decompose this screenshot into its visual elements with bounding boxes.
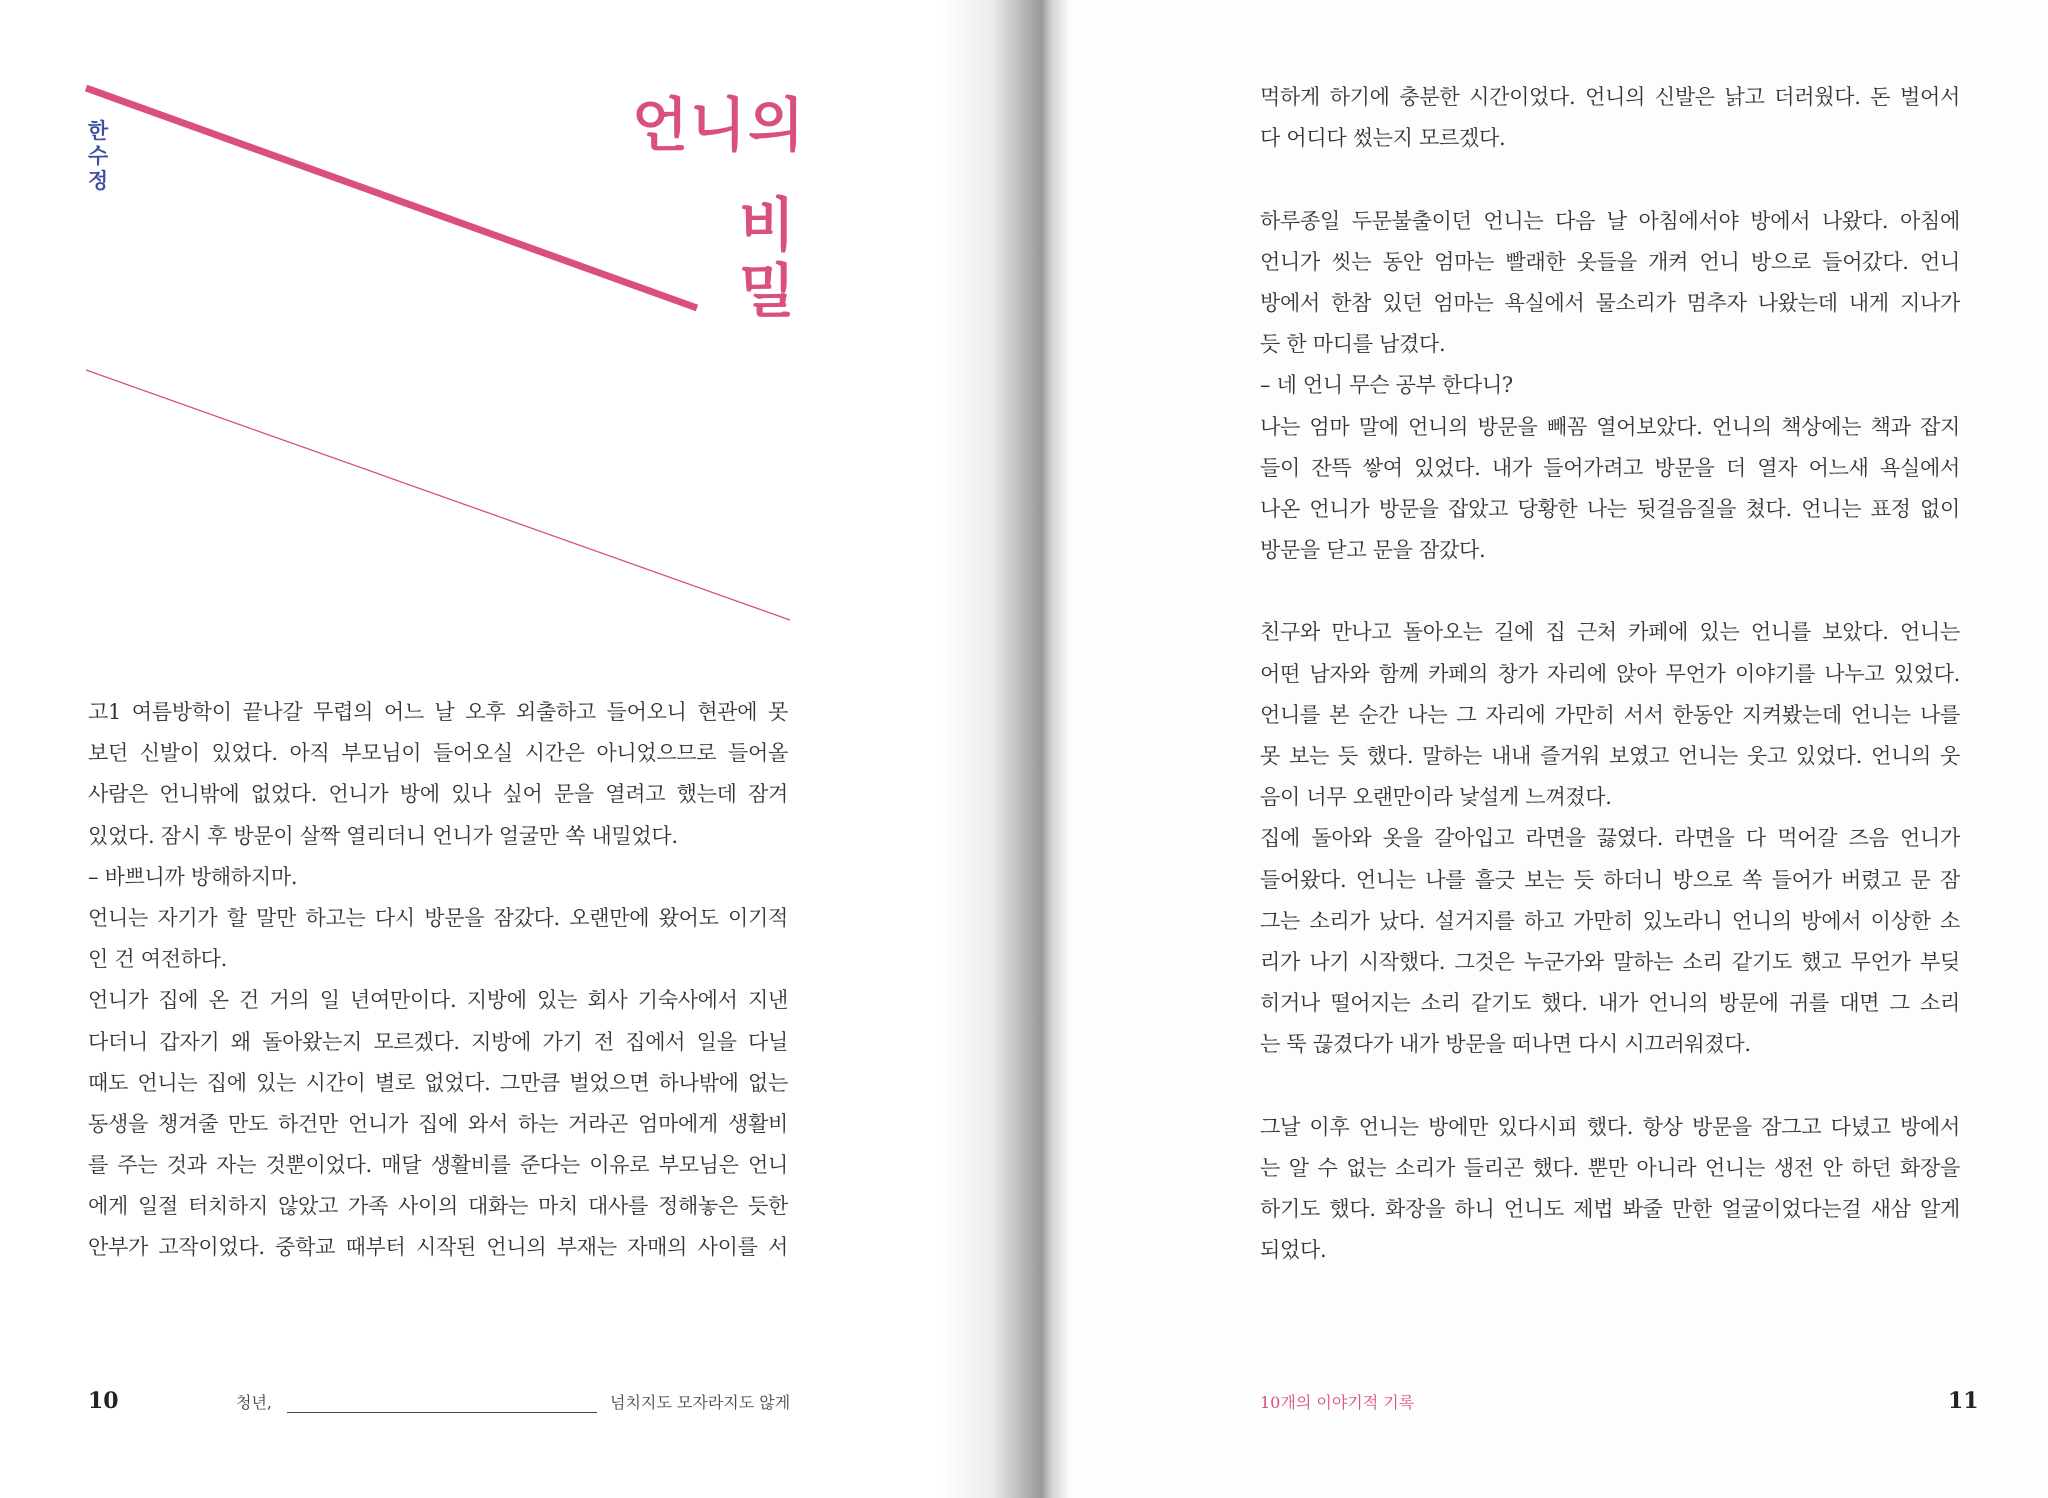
text-line: 동생을 챙겨줄 만도 하건만 언니가 집에 와서 하는 거라곤 엄마에게 생활비	[88, 1111, 788, 1136]
text-line: 언니를 본 순간 나는 그 자리에 가만히 서서 한동안 지켜봤는데 언니는 나를	[1260, 702, 1960, 727]
left-body-text	[88, 692, 788, 1269]
text-line: 는 알 수 없는 소리가 들리곤 했다. 뿐만 아니라 언니는 생전 안 하던 화장을	[1260, 1155, 1960, 1180]
decorative-lines	[0, 0, 1000, 700]
text-line: 다 어디다 썼는지 모르겠다.	[1260, 126, 1506, 151]
section-break	[1260, 1066, 1960, 1107]
text-line: 나는 엄마 말에 언니의 방문을 빼꼼 열어보았다. 언니의 책상에는 책과 잡지	[1260, 414, 1960, 439]
text-line: 듯 한 마디를 남겼다.	[1260, 332, 1446, 357]
right-body-text	[1260, 77, 1960, 1271]
thin-diagonal-line	[86, 370, 790, 620]
title-line-1: 언니의	[632, 91, 807, 159]
title-char: 비	[738, 191, 798, 259]
text-line: 히거나 떨어지는 소리 같기도 했다. 내가 언니의 방문에 귀를 대면 그 소리	[1260, 991, 1960, 1016]
text-line: 있었다. 잠시 후 방문이 살짝 열리더니 언니가 얼굴만 쏙 내밀었다.	[88, 823, 678, 848]
text-line: 방에서 한참 있던 엄마는 욕실에서 물소리가 멈추자 나왔는데 내게 지나가	[1260, 290, 1960, 315]
text-line: 하루종일 두문불출이던 언니는 다음 날 아침에서야 방에서 나왔다. 아침에	[1260, 208, 1960, 233]
running-head-right-part: 넘치지도 모자라지도 않게	[610, 1393, 791, 1412]
text-line: 못 보는 듯 했다. 말하는 내내 즐거워 보였고 언니는 웃고 있었다. 언니의 웃	[1260, 744, 1960, 768]
text-line: 나온 언니가 방문을 잡았고 당황한 나는 뒷걸음질을 쳤다. 언니는 표정 없이	[1260, 496, 1960, 521]
left-page	[0, 0, 1000, 1498]
text-line: – 네 언니 무슨 공부 한다니?	[1260, 373, 1513, 398]
text-line: 그는 소리가 났다. 설거지를 하고 가만히 있노라니 언니의 방에서 이상한 소	[1260, 908, 1960, 933]
author-char: 한	[87, 118, 109, 143]
text-line: 사람은 언니밖에 없었다. 언니가 방에 있나 싶어 문을 열려고 했는데 잠겨	[88, 782, 788, 807]
running-head-left-part: 청년,	[236, 1393, 272, 1412]
text-line: 어떤 남자와 함께 카페의 창가 자리에 앉아 무언가 이야기를 나누고 있었다.	[1260, 661, 1960, 686]
text-line: 고1 여름방학이 끝나갈 무렵의 어느 날 오후 외출하고 들어오니 현관에 못	[88, 700, 788, 724]
text-line: 를 주는 것과 자는 것뿐이었다. 매달 생활비를 준다는 이유로 부모님은 언니	[88, 1153, 788, 1178]
text-line: 하기도 했다. 화장을 하니 언니도 제법 봐줄 만한 얼굴이었다는걸 새삼 알게	[1260, 1197, 1960, 1222]
page-number-left: 10	[88, 1388, 119, 1414]
text-line: 되었다.	[1260, 1238, 1327, 1263]
running-head-rule	[287, 1412, 597, 1413]
running-head-right-page: 10개의 이야기적 기록	[1260, 1393, 1415, 1412]
author-name	[86, 118, 110, 193]
text-line: 언니는 자기가 할 말만 하고는 다시 방문을 잠갔다. 오랜만에 왔어도 이기적	[88, 905, 788, 930]
text-line: 집에 돌아와 옷을 갈아입고 라면을 끓였다. 라면을 다 먹어갈 즈음 언니가	[1260, 826, 1960, 851]
section-break	[1260, 159, 1960, 200]
text-line: 방문을 닫고 문을 잠갔다.	[1260, 538, 1486, 563]
text-line: 먹하게 하기에 충분한 시간이었다. 언니의 신발은 낡고 더러웠다. 돈 벌어서	[1260, 85, 1960, 109]
title-char: 밀	[738, 257, 798, 325]
text-line: 들이 잔뜩 쌓여 있었다. 내가 들어가려고 방문을 더 열자 어느새 욕실에서	[1260, 455, 1960, 480]
text-line: – 바쁘니까 방해하지마.	[88, 864, 298, 889]
text-line: 안부가 고작이었다. 중학교 때부터 시작된 언니의 부재는 자매의 사이를 서	[88, 1235, 788, 1260]
text-line: 언니가 씻는 동안 엄마는 빨래한 옷들을 개켜 언니 방으로 들어갔다. 언니	[1260, 249, 1960, 274]
thick-diagonal-line	[86, 88, 697, 308]
text-line: 언니가 집에 온 건 거의 일 년여만이다. 지방에 있는 회사 기숙사에서 지낸	[88, 988, 788, 1013]
page-number-right: 11	[1948, 1388, 1979, 1414]
author-char: 정	[87, 168, 109, 193]
text-line: 들어왔다. 언니는 나를 흘긋 보는 듯 하더니 방으로 쏙 들어가 버렸고 문 잠	[1260, 867, 1960, 892]
title-line-2	[738, 192, 798, 324]
text-line: 때도 언니는 집에 있는 시간이 별로 없었다. 그만큼 벌었으면 하나밖에 없는	[88, 1070, 788, 1095]
text-line: 음이 너무 오랜만이라 낯설게 느껴졌다.	[1260, 785, 1612, 810]
text-line: 인 건 여전하다.	[88, 947, 228, 972]
author-char: 수	[87, 143, 109, 168]
text-line: 보던 신발이 있었다. 아직 부모님이 들어오실 시간은 아니었으므로 들어올	[88, 741, 788, 766]
text-line: 그날 이후 언니는 방에만 있다시피 했다. 항상 방문을 잠그고 다녔고 방에서	[1260, 1114, 1960, 1139]
right-page	[1000, 0, 2048, 1498]
text-line: 다더니 갑자기 왜 돌아왔는지 모르겠다. 지방에 가기 전 집에서 일을 다닐	[88, 1029, 788, 1054]
text-line: 에게 일절 터치하지 않았고 가족 사이의 대화는 마치 대사를 정해놓은 듯한	[88, 1194, 788, 1219]
section-break	[1260, 571, 1960, 612]
book-gutter-shadow	[940, 0, 1070, 1498]
text-line: 친구와 만나고 돌아오는 길에 집 근처 카페에 있는 언니를 보았다. 언니는	[1260, 620, 1960, 645]
text-line: 리가 나기 시작했다. 그것은 누군가와 말하는 소리 같기도 했고 무언가 부딪	[1260, 949, 1960, 974]
text-line: 는 뚝 끊겼다가 내가 방문을 떠나면 다시 시끄러워졌다.	[1260, 1032, 1751, 1057]
